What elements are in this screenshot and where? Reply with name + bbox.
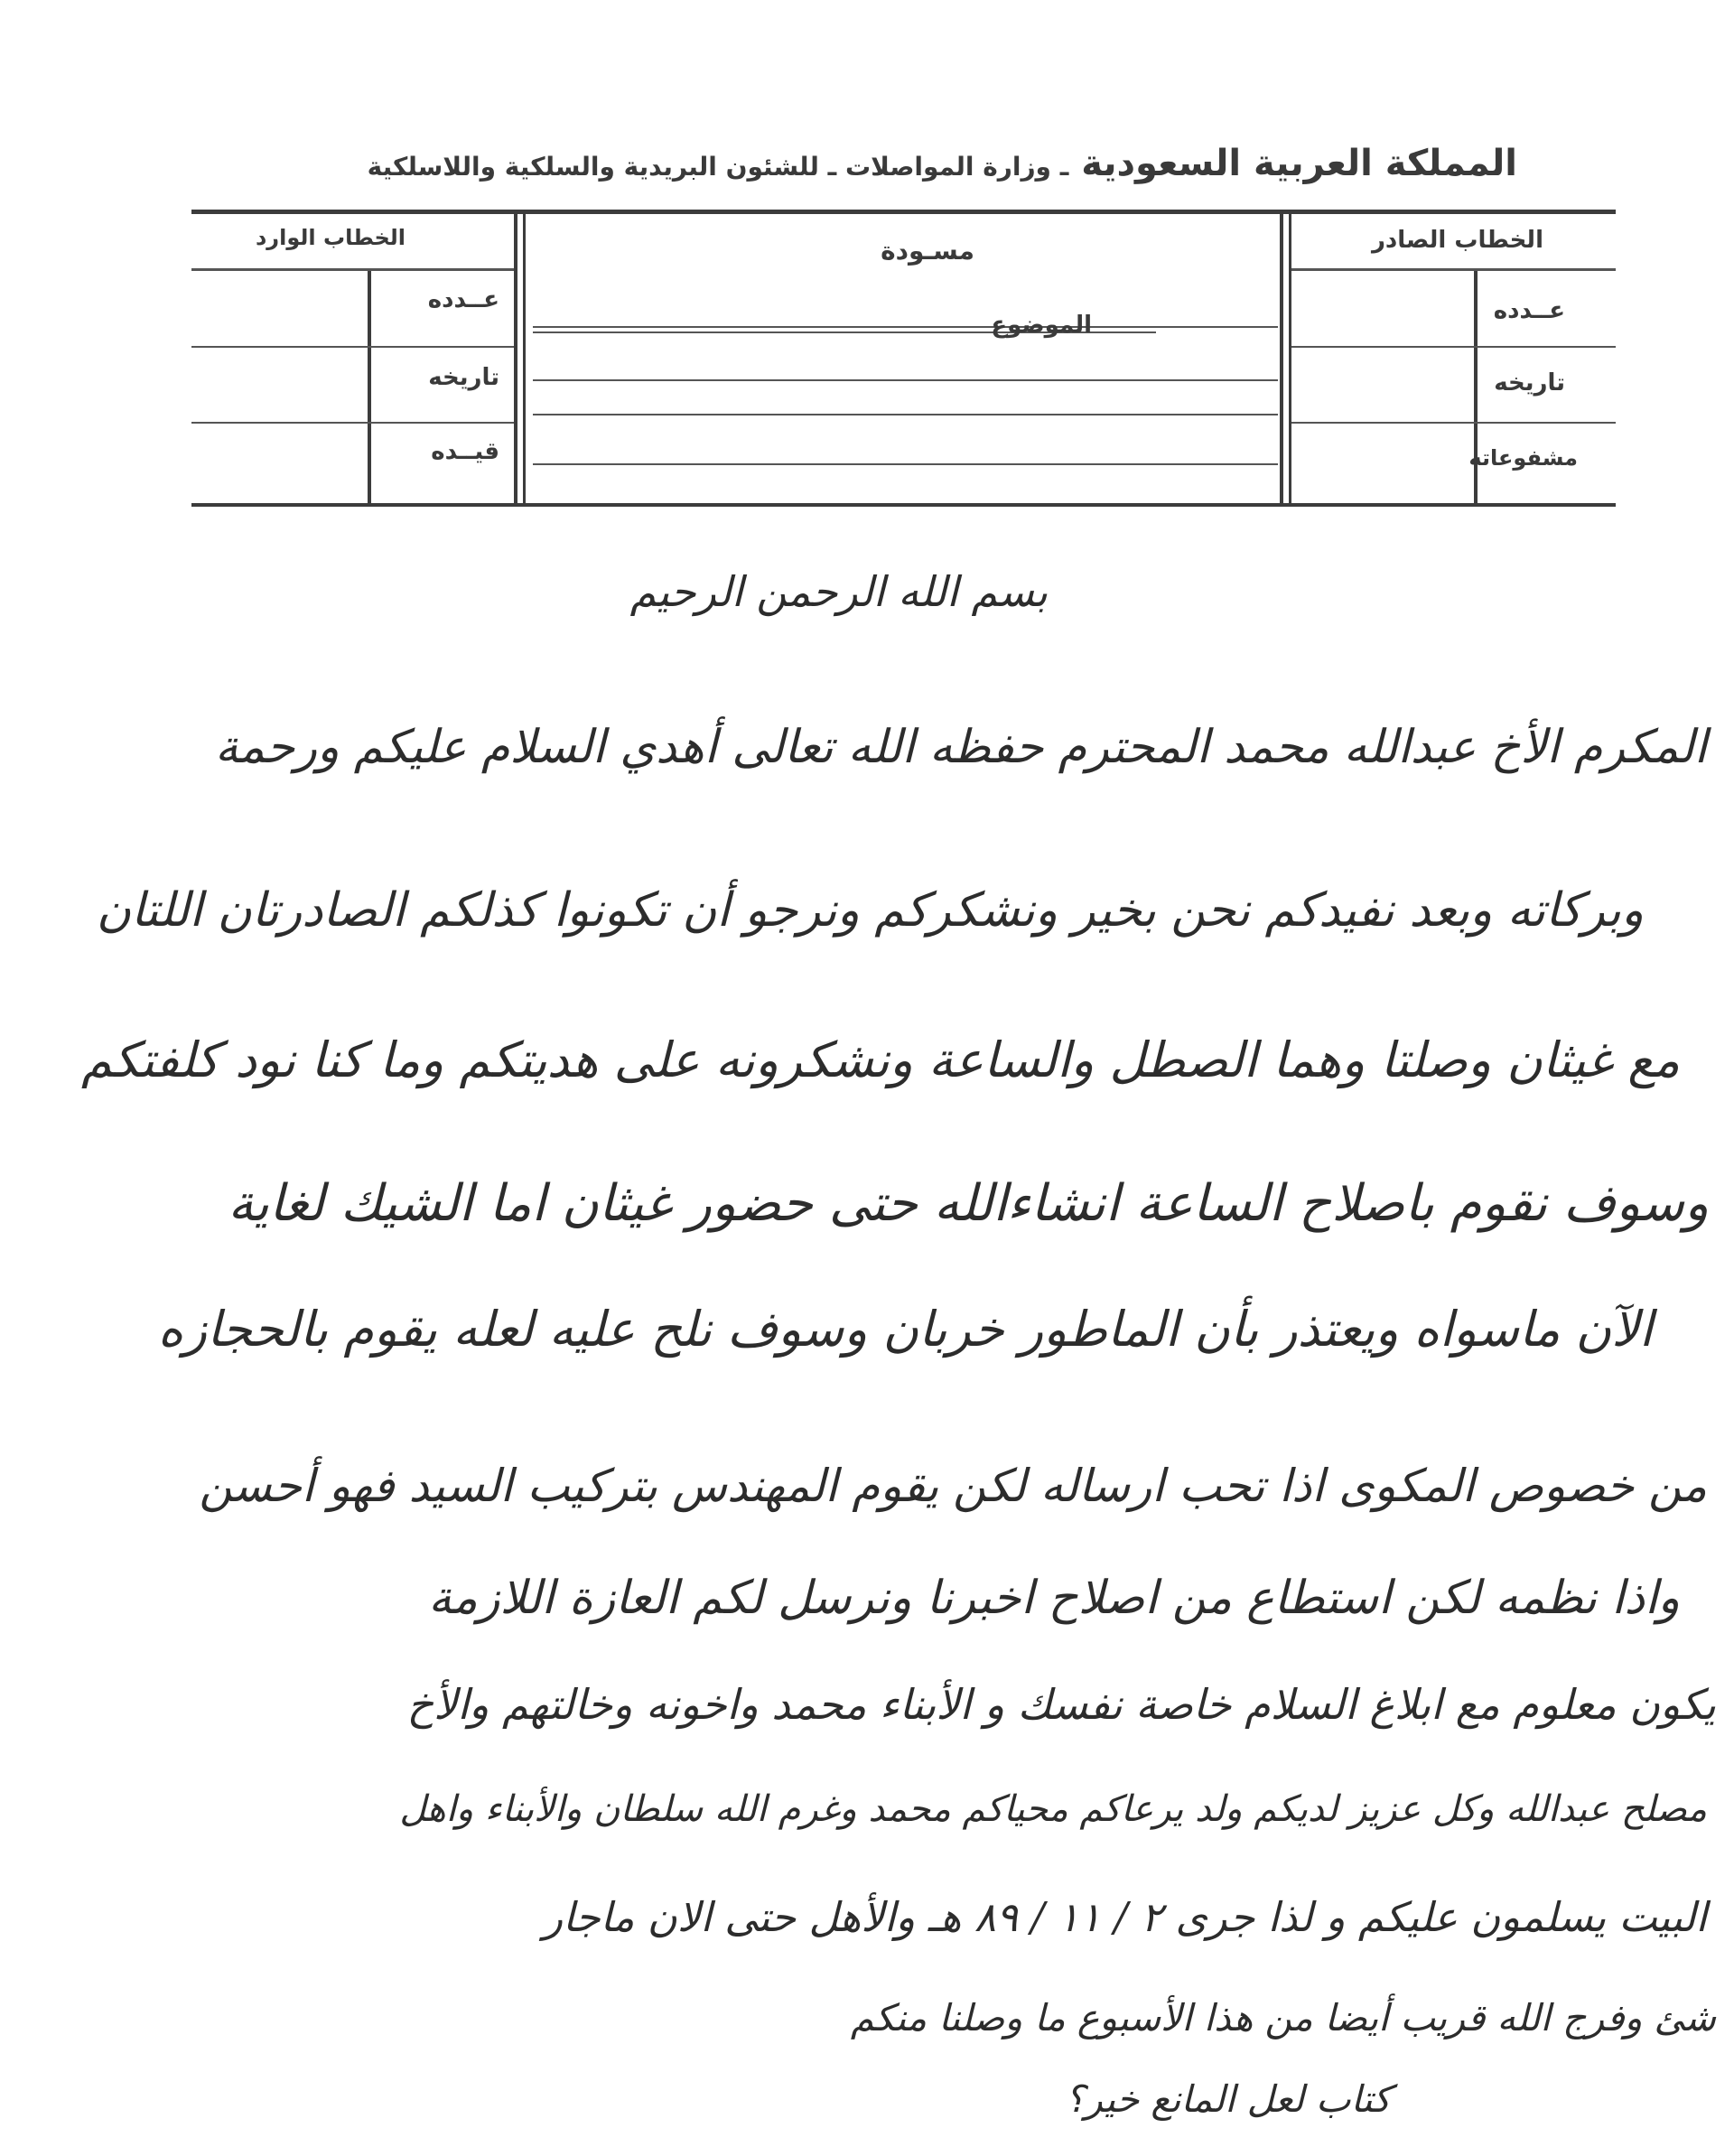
divider-incoming	[514, 214, 517, 503]
outgoing-date-label: تاريخه	[1494, 369, 1565, 397]
postscript-line-1: شئ وفرج الله قريب أيضا من هذا الأسبوع ما وصلنا منكم	[850, 1996, 1716, 2039]
incoming-record-label: قيــده	[431, 438, 499, 465]
draft-title: مسـودة	[881, 236, 974, 266]
outgoing-number-label: عــدده	[1493, 297, 1565, 324]
letter-line-4: وسوف نقوم باصلاح الساعة انشاءالله حتى حضور غيثان اما الشيك لغاية	[228, 1174, 1709, 1233]
basmala: بسم الله الرحمن الرحيم	[629, 567, 1048, 616]
kingdom-name: المملكة العربية السعودية	[1081, 143, 1517, 184]
letter-line-7: واذا نظمه لكن استطاع من اصلاح اخبرنا ونرسل لكم العازة اللازمة	[428, 1572, 1680, 1625]
incoming-title: الخطاب الوارد	[255, 225, 406, 250]
draft-subject-label: الموضوع	[991, 312, 1092, 339]
letter-line-8: يكون معلوم مع ابلاغ السلام خاصة نفسك و الأبناء محمد واخونه وخالتهم والأخ	[406, 1680, 1716, 1729]
ministry-name: ـ وزارة المواصلات ـ للشئون البريدية والسلكية واللاسلكية	[367, 152, 1069, 182]
letter-line-3: مع غيثان وصلتا وهما الصطل والساعة ونشكرونه على هديتكم وما كنا نود كلفتكم	[81, 1031, 1680, 1088]
outgoing-attachments-label: مشفوعاته	[1468, 445, 1578, 471]
letter-line-6: من خصوص المكوى اذا تحب ارساله لكن يقوم المهندس بتركيب السيد فهو أحسن	[199, 1460, 1707, 1512]
divider-outgoing	[1280, 214, 1283, 503]
form-table	[191, 210, 1616, 507]
letter-line-5: الآن ماسواه ويعتذر بأن الماطور خربان وسوف نلح عليه لعله يقوم بالحجازه	[157, 1301, 1653, 1358]
letter-line-1: المكرم الأخ عبدالله محمد المحترم حفظه الله تعالى أهدي السلام عليكم ورحمة	[214, 721, 1707, 774]
postscript-line-2: كتاب لعل المانع خير؟	[1065, 2077, 1391, 2121]
incoming-date-label: تاريخه	[428, 364, 499, 391]
letter-line-9: مصلح عبدالله وكل عزيز لديكم ولد يرعاكم محياكم محمد وغرم الله سلطان والأبناء واهل	[399, 1788, 1707, 1830]
divider-incoming-inner	[368, 268, 371, 503]
incoming-number-label: عــدده	[427, 286, 499, 313]
letter-line-10: البيت يسلمون عليكم و لذا جرى ٢ / ١١ / ٨٩ هـ والأهل حتى الان ماجار	[543, 1893, 1707, 1941]
outgoing-title: الخطاب الصادر	[1371, 227, 1543, 254]
letter-line-2: وبركاته وبعد نفيدكم نحن بخير ونشكركم ونرجو أن تكونوا كذلكم الصادرتان اللتان	[96, 883, 1644, 938]
letterhead	[352, 143, 1517, 184]
